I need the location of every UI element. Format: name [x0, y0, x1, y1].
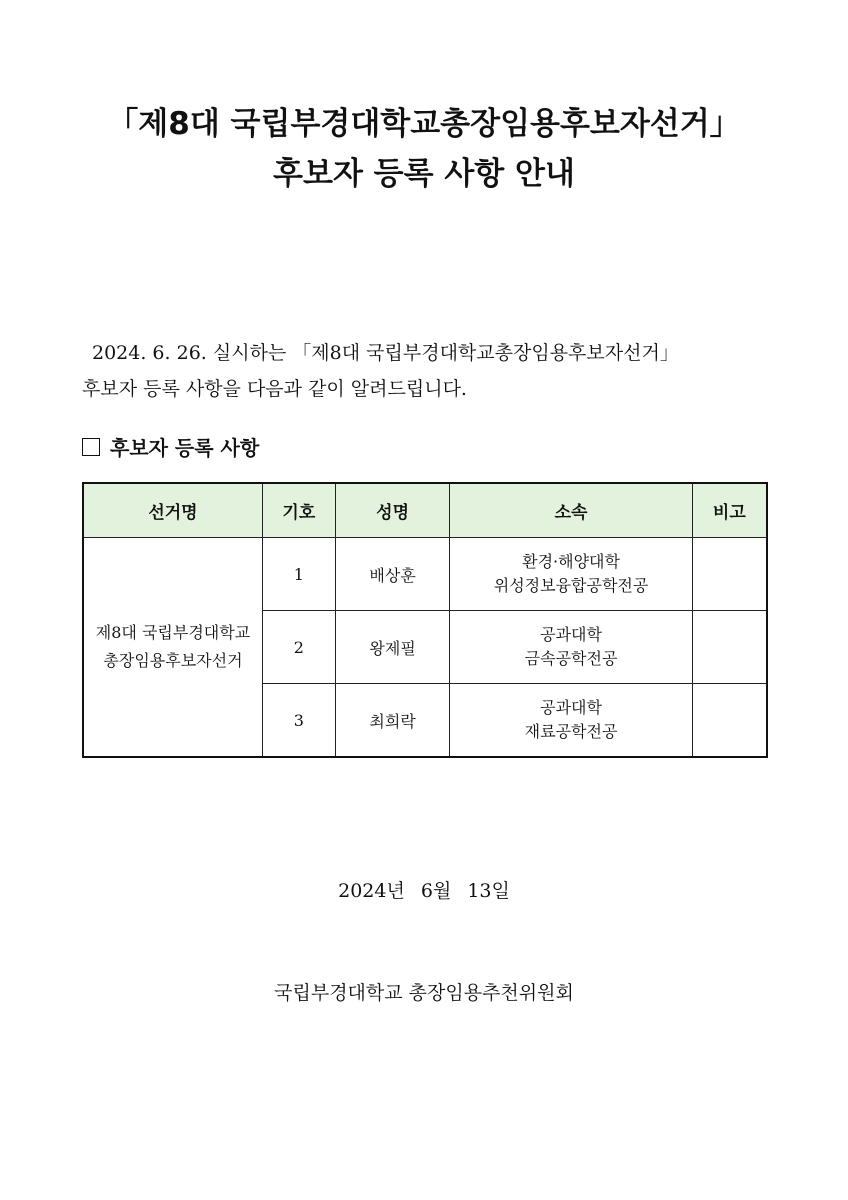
candidate-note — [692, 538, 767, 611]
header-number: 기호 — [262, 483, 335, 538]
election-name-cell — [83, 538, 262, 758]
candidate-name: 배상훈 — [335, 538, 450, 611]
section-heading-label: 후보자 등록 사항 — [110, 436, 260, 460]
affiliation-major: 위성정보융합공학전공 — [493, 576, 649, 595]
affiliation-college: 공과대학 — [540, 625, 602, 644]
section-heading — [82, 432, 259, 461]
header-election-name: 선거명 — [83, 483, 262, 538]
document-title-line2: 후보자 등록 사항 안내 — [273, 156, 575, 192]
checkbox-square-icon — [82, 438, 100, 456]
candidate-table — [82, 482, 768, 758]
affiliation-college: 공과대학 — [540, 698, 602, 717]
candidate-number: 2 — [262, 611, 335, 684]
intro-line2: 후보자 등록 사항을 다음과 같이 알려드립니다. — [82, 378, 467, 400]
candidate-affiliation — [450, 684, 692, 758]
candidate-note — [692, 684, 767, 758]
candidate-number: 3 — [262, 684, 335, 758]
candidate-number: 1 — [262, 538, 335, 611]
candidate-name: 최희락 — [335, 684, 450, 758]
candidate-affiliation — [450, 611, 692, 684]
document-title-line1: 「제8대 국립부경대학교총장임용후보자선거」 — [107, 106, 741, 142]
affiliation-major: 금속공학전공 — [524, 649, 618, 668]
election-name-line1: 제8대 국립부경대학교 — [95, 623, 251, 642]
affiliation-college: 환경·해양대학 — [522, 552, 620, 571]
header-affiliation: 소속 — [450, 483, 692, 538]
intro-paragraph — [82, 335, 772, 407]
affiliation-major: 재료공학전공 — [524, 722, 618, 741]
intro-line1: 2024. 6. 26. 실시하는 「제8대 국립부경대학교총장임용후보자선거」 — [92, 342, 679, 364]
table-row — [83, 538, 767, 611]
header-name: 성명 — [335, 483, 450, 538]
issuing-organization: 국립부경대학교 총장임용추천위원회 — [274, 982, 574, 1004]
table-header-row — [83, 483, 767, 538]
header-note: 비고 — [692, 483, 767, 538]
candidate-name: 왕제필 — [335, 611, 450, 684]
candidate-affiliation — [450, 538, 692, 611]
election-name-line2: 총장임용후보자선거 — [103, 651, 243, 670]
document-date: 2024년 6월 13일 — [338, 880, 510, 902]
candidate-note — [692, 611, 767, 684]
